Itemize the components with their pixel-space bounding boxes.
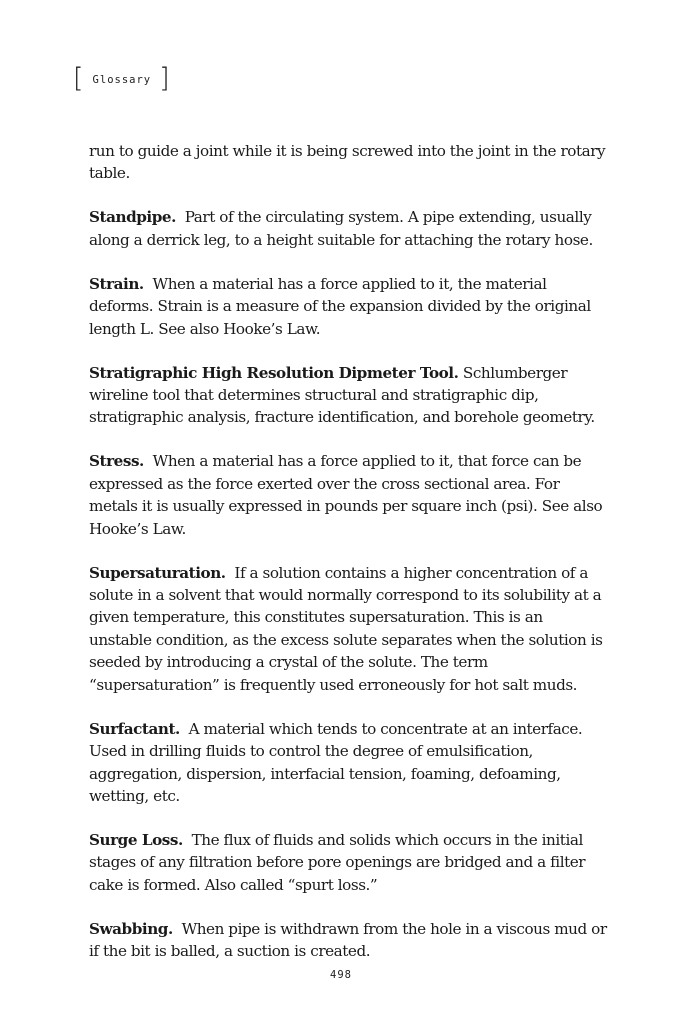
term: Stress.	[89, 452, 144, 471]
header-bracket-open: [	[73, 63, 84, 94]
definition: Part of the circulating system. A pipe extending, usually along a derrick leg, to a height suitable for attaching the rotary hose.	[89, 208, 593, 249]
term: Surfactant.	[89, 719, 180, 738]
glossary-entry-surfactant	[89, 718, 609, 808]
running-header	[73, 64, 170, 94]
definition: If a solution contains a higher concentration of a solute in a solvent that would normally correspond to its solubility at a given temperature, this constitutes supersaturation. This is an unstable condition, as the excess solute separates when the solution is seeded by introducing a crystal of the solute. The term “supersaturation” is frequently used erroneously for hot salt muds.	[89, 563, 603, 694]
glossary-entry-surge-loss	[89, 829, 609, 896]
term: Swabbing.	[89, 919, 173, 938]
glossary-entry-standpipe	[89, 206, 609, 251]
definition: When a material has a force applied to it, the material deforms. Strain is a measure of the expansion divided by the original length L. See also Hooke’s Law.	[89, 274, 591, 338]
definition: When pipe is withdrawn from the hole in a viscous mud or if the bit is balled, a suction is created.	[89, 919, 607, 961]
page-number: 498	[330, 969, 352, 981]
glossary-entry-stress	[89, 450, 609, 540]
term: Surge Loss.	[89, 830, 183, 849]
term: Standpipe.	[89, 208, 176, 227]
header-title: Glossary	[92, 74, 152, 86]
term: Supersaturation.	[89, 563, 226, 582]
glossary-entry-swabbing	[89, 918, 609, 963]
term: Strain.	[89, 274, 144, 293]
continuation-paragraph: run to guide a joint while it is being screwed into the joint in the rotary table.	[89, 142, 606, 183]
glossary-entry-strain	[89, 273, 609, 340]
header-bracket-close: ]	[159, 63, 170, 94]
glossary-content	[89, 140, 609, 984]
glossary-entry-dipmeter-tool	[89, 362, 609, 429]
glossary-entry-supersaturation	[89, 562, 609, 696]
definition: A material which tends to concentrate at an interface. Used in drilling fluids to control the degree of emulsification, aggregation, dispersion, interfacial tension, foaming, defoaming, wetting, etc.	[89, 719, 583, 805]
definition: Schlumberger wireline tool that determines structural and stratigraphic dip, stratigraphic analysis, fracture identification, and borehole geometry.	[89, 363, 595, 427]
term: Stratigraphic High Resolution Dipmeter Tool.	[89, 363, 459, 382]
definition: The flux of fluids and solids which occurs in the initial stages of any filtration before pore openings are bridged and a filter cake is formed. Also called “spurt loss.”	[89, 830, 586, 894]
definition: When a material has a force applied to it, that force can be expressed as the force exerted over the cross sectional area. For metals it is usually expressed in pounds per square inch (psi). See also Hooke’s Law.	[89, 452, 603, 538]
